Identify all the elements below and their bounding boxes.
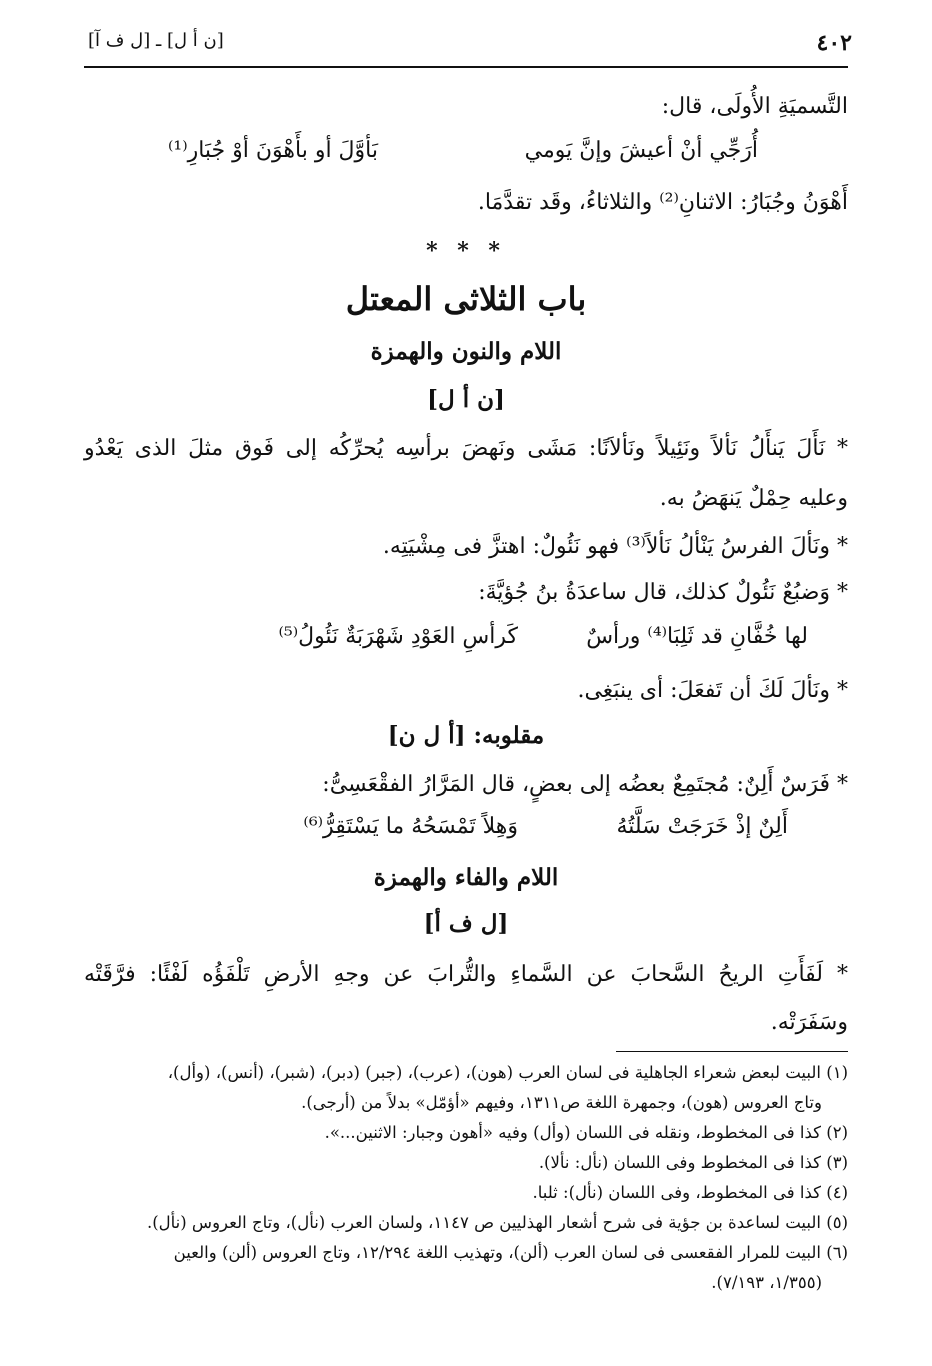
footnote-1: (١) البيت لبعض شعراء الجاهلية فى لسان العرب (هون)، (عرب)، (جبر) (دبر)، (شبر)، (أنس)، (وأل)، (167, 1063, 848, 1082)
verse-2-first-hemistich: لها خُفَّانِ قد ثَلِبَا⁽⁴⁾ ورأسٌ (586, 624, 808, 649)
header-rule (84, 66, 848, 68)
page-number: ٤٠٢ (816, 30, 852, 56)
footnote-6-continued: (١/٣٥٥، ٧/١٩٣). (711, 1273, 822, 1292)
footnote-3: (٣) كذا فى المخطوط وفى اللسان (نأل: نألا). (538, 1153, 848, 1172)
entry-naala-lak: * ونَألَ لَكَ أن تَفعَلَ: أى ينبَغِى. (577, 678, 848, 703)
section-3-root: [ل ف أ] (423, 910, 509, 937)
footnote-2: (٢) كذا فى المخطوط، ونقله فى اللسان (وأل) وفيه «أهون وجبار: الاثنين...». (324, 1123, 848, 1142)
verse-3 (84, 814, 848, 848)
verse-1-first-hemistich: أُرَجِّي أنْ أعيشَ وإنَّ يَومي (524, 138, 758, 163)
intro-line-1: التَّسميَةِ الأُولَى، قال: (661, 94, 848, 119)
footnotes-rule (616, 1051, 848, 1052)
entry-naala-horse: * ونَألَ الفرسُ يَنْألُ نَألاً⁽³⁾ فهو نَئُولٌ: اهتزَّ فى مِشْيَتِه. (382, 534, 848, 559)
entry-naala-hyena: * وَضبُعٌ نَئُولٌ كذلك، قال ساعدَةُ بنُ جُؤيَّةَ: (478, 580, 848, 605)
section-1-root: [ن أ ل] (427, 386, 505, 413)
section-2-title: مقلوبه: [أ ل ن] (387, 722, 545, 749)
chapter-title: باب الثلاثى المعتل (345, 280, 587, 318)
verse-2-second-hemistich: كَرأسِ العَوْدِ شَهْرَبَةٌ نَئُولُ⁽⁵⁾ (278, 624, 518, 649)
verse-1-second-hemistich: بَأوَّلَ أو بأَهْوَنَ أوْ جُبَارِ⁽¹⁾ (167, 138, 378, 163)
running-head: [ن أ ل] ـ [ل ف آ] (88, 30, 224, 51)
section-separator: * * * (426, 238, 506, 264)
entry-naala-line-2: وعليه حِمْلٌ يَنهَضُ به. (659, 486, 848, 511)
verse-2 (84, 624, 848, 658)
verse-3-second-hemistich: وَهِلاً تَمْسَحُهُ ما يَسْتَقِرُّ⁽⁶⁾ (303, 814, 518, 839)
section-3-title: اللام والفاء والهمزة (373, 864, 559, 891)
verse-1 (84, 138, 848, 172)
entry-lafaa-line-1: * لَفَأَتِ الريحُ السَّحابَ عن السَّماءِ والتُّرابَ عن وجهِ الأرضِ تَلْفَؤُه لَفْئًا: فرَّقَتْه (84, 962, 848, 987)
intro-line-2: أَهْوَنُ وجُبَارُ: الاثنانِ⁽²⁾ والثلاثاءُ، وقَد تقدَّمَا. (477, 190, 848, 215)
footnote-6: (٦) البيت للمرار الفقعسى فى لسان العرب (ألن)، وتهذيب اللغة ١٢/٢٩٤، وتاج العروس (ألن) والعين (173, 1243, 848, 1262)
entry-naala-line-1: * نَأَلَ يَنأَلُ نَألاً ونَئِيلاً ونَألاَنًا: مَشَى ونَهضَ برأسِه يُحرِّكُه إلى فَوق مثلَ الذى يَعْدُو (84, 436, 848, 461)
footnote-1-continued: وتاج العروس (هون)، وجمهرة اللغة ص١٣١١، وفيهم «أؤمّل» بدلاً من (أرجى). (301, 1093, 822, 1112)
entry-alin: * فَرَسٌ أَلِنٌ: مُجتَمِعٌ بعضُه إلى بعضٍ، قال المَرَّارُ الفقْعَسِىُّ: (322, 772, 848, 797)
footnote-5: (٥) البيت لساعدة بن جؤية فى شرح أشعار الهذليين ص ١١٤٧، ولسان العرب (نأل)، وتاج العروس (نأل). (146, 1213, 848, 1232)
entry-lafaa-line-2: وسَفَرَتْه. (770, 1010, 848, 1035)
footnote-4: (٤) كذا فى المخطوط، وفى اللسان (نأل): ثلبا. (532, 1183, 848, 1202)
verse-3-first-hemistich: أَلِنٌ إذْ خَرَجَتْ سَلَّتُهُ (616, 814, 788, 839)
section-1-title: اللام والنون والهمزة (370, 338, 562, 365)
